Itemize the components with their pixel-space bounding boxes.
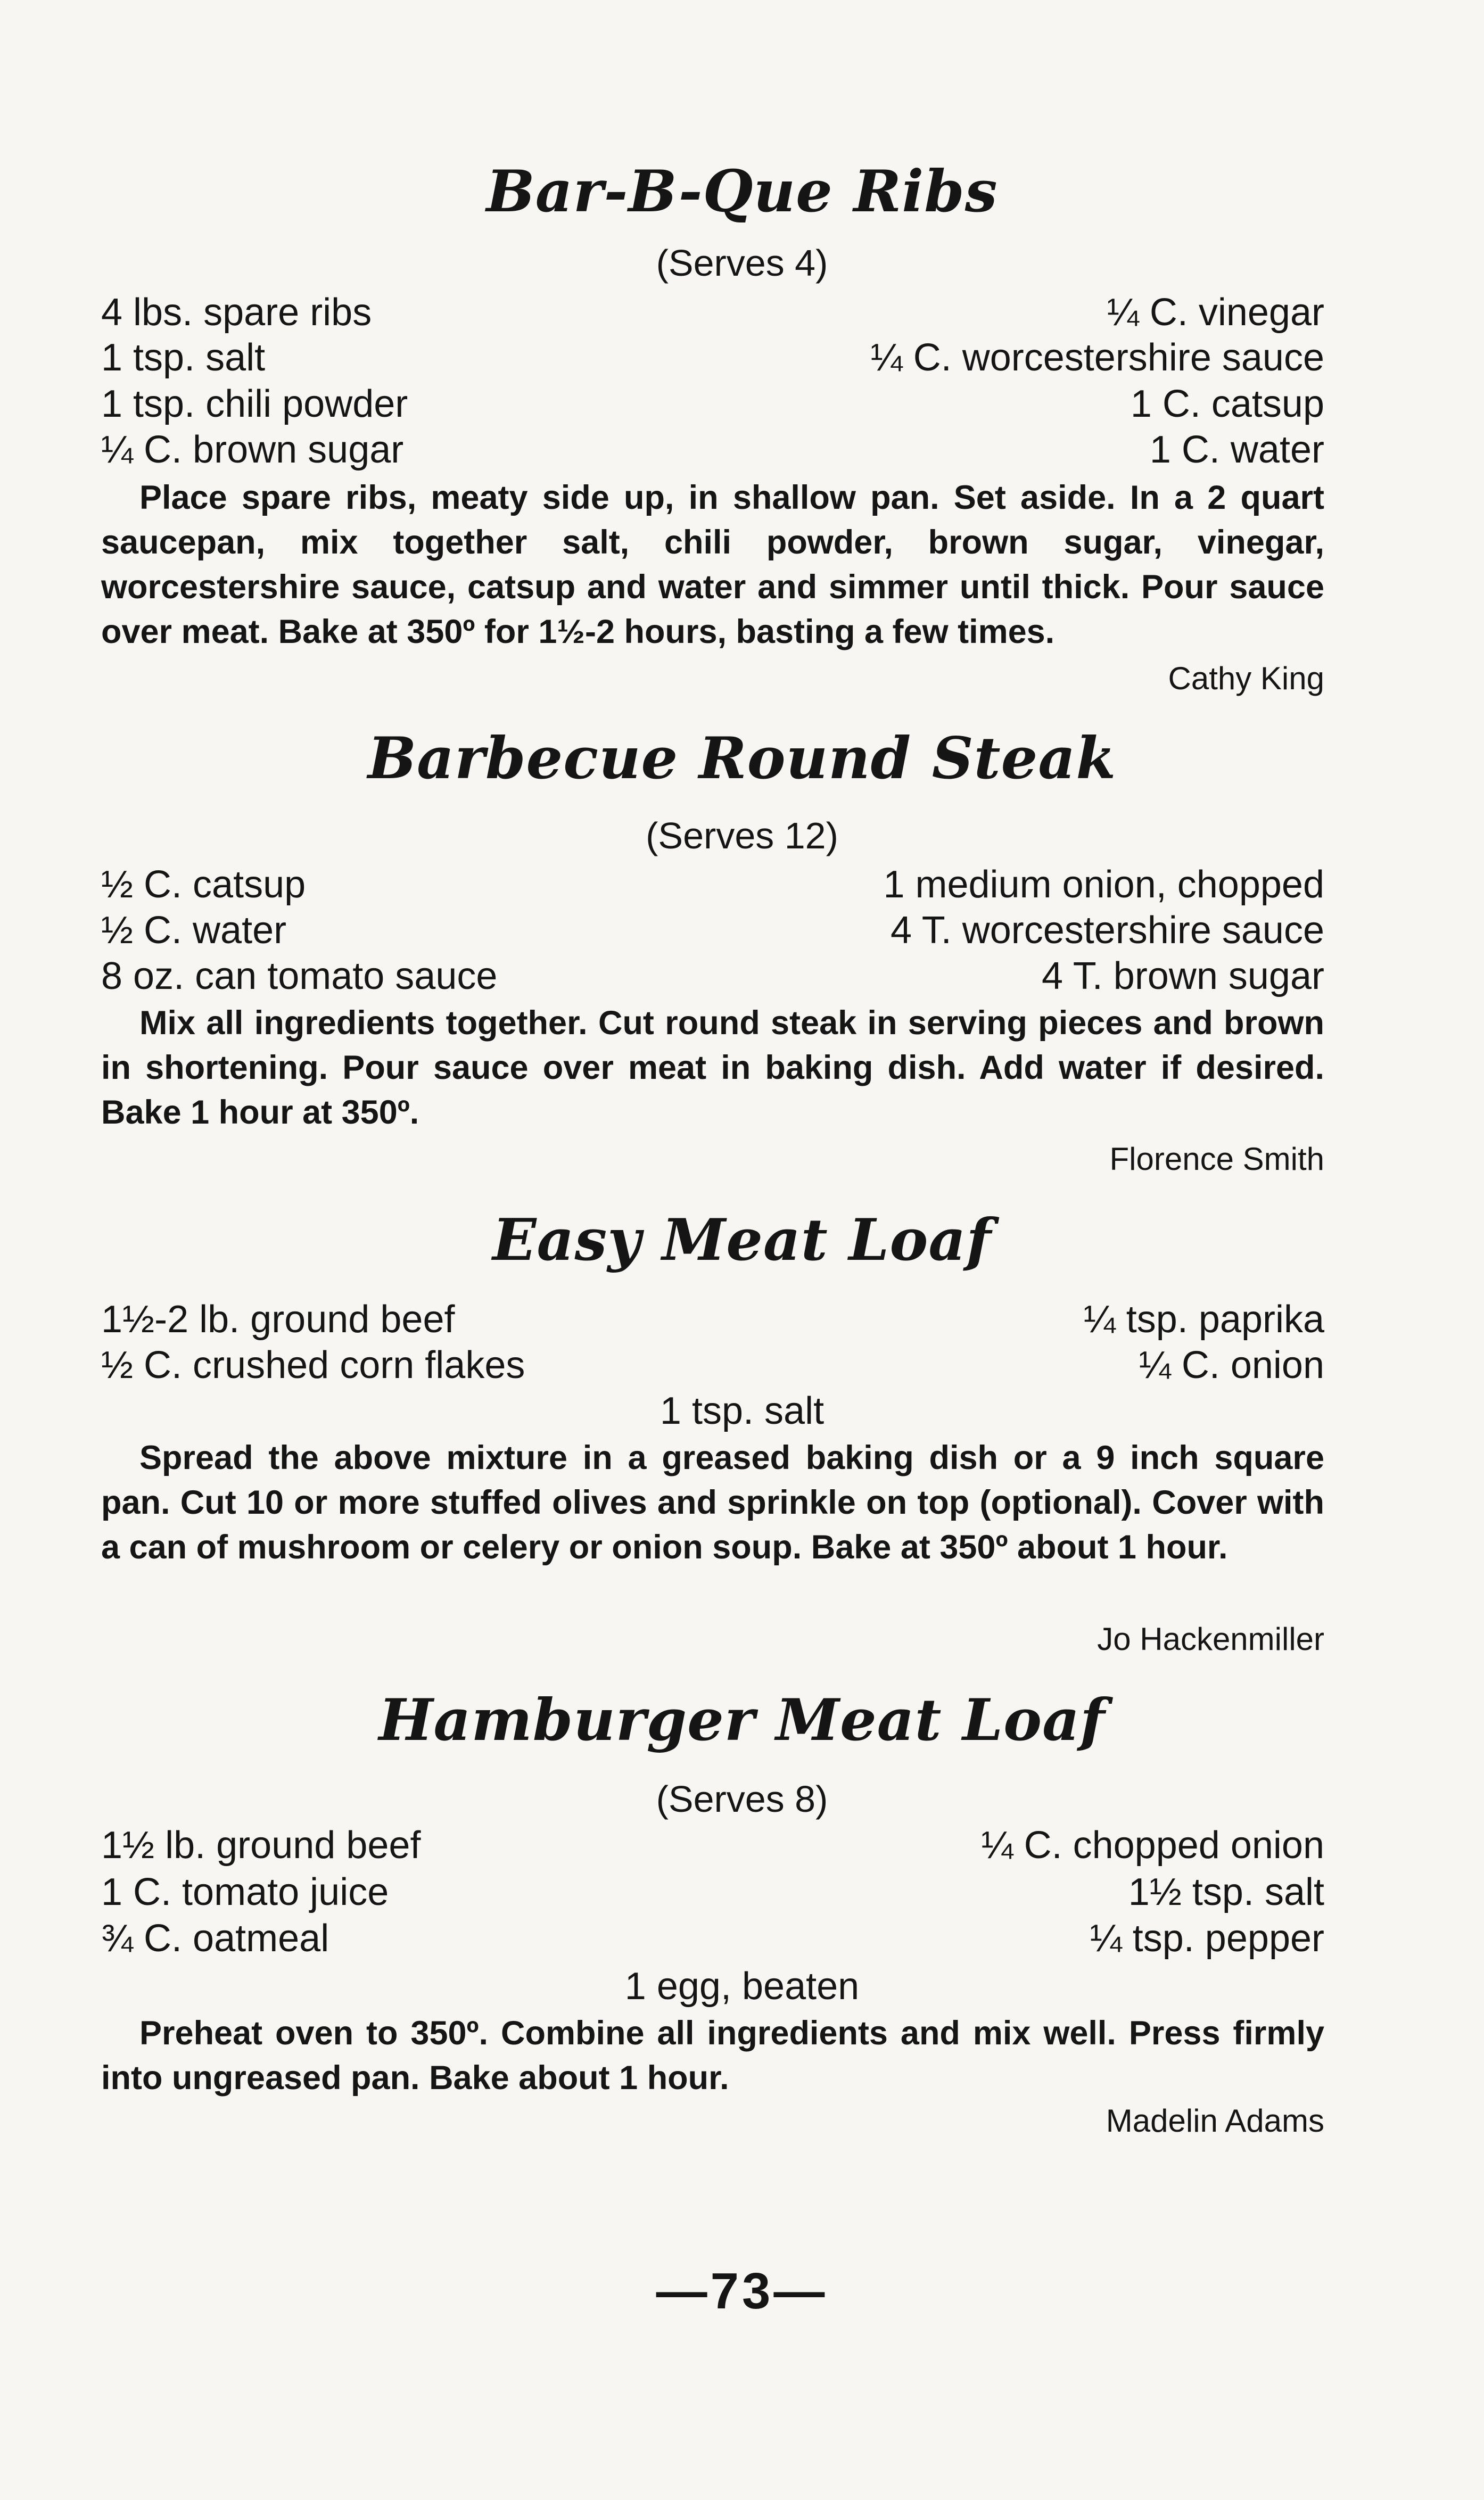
ingredient: 1 tsp. salt [101,336,266,379]
ingredient: 1 medium onion, chopped [883,863,1324,906]
recipe-directions: Mix all ingredients together. Cut round steak in serving pieces and brown in shortening. Pour sauce over meat in baking dish. Add water if desired. Bake 1 hour at 350º. [101,1004,1324,1131]
ingredient: 1 tsp. chili powder [101,383,408,425]
ingredient: 1 egg, beaten [624,1965,860,2008]
recipe-directions: Spread the above mixture in a greased baking dish or a 9 inch square pan. Cut 10 or more stuffed olives and sprinkle on top (optional). Cover with a can of mushroom or celery or onion soup. Bake at 350º about 1 hour. [101,1439,1324,1566]
ingredient: ¼ C. worcestershire sauce [870,336,1324,379]
recipe-author: Madelin Adams [1106,2103,1324,2139]
ingredient: 1 tsp. salt [659,1390,825,1432]
recipe-directions: Place spare ribs, meaty side up, in shallow pan. Set aside. In a 2 quart saucepan, mix together salt, chili powder, brown sugar, vinegar, worcestershire sauce, catsup and water and simmer until thick. Pour sauce over meat. Bake at 350º for 1½-2 hours, basting a few times. [101,479,1324,650]
recipe-author: Florence Smith [1109,1141,1324,1177]
ingredient: 1 C. water [1149,428,1324,471]
recipe-serves: (Serves 4) [656,242,828,284]
ingredient: 1 C. catsup [1130,383,1324,425]
ingredient: 4 lbs. spare ribs [101,291,372,334]
recipe-title: Bar-B-Que Ribs [486,158,998,225]
ingredient: 1½ tsp. salt [1128,1871,1324,1913]
ingredient: 4 T. brown sugar [1042,955,1324,997]
ingredient: ¼ C. vinegar [1107,291,1324,334]
ingredient: 8 oz. can tomato sauce [101,955,498,997]
recipe-title: Barbecue Round Steak [367,725,1117,792]
ingredient: ½ C. catsup [101,863,306,906]
ingredient: ¾ C. oatmeal [101,1917,329,1960]
recipe-title: Easy Meat Loaf [492,1207,992,1274]
recipe-serves: (Serves 12) [646,815,838,856]
recipe-title: Hamburger Meat Loaf [378,1687,1106,1754]
ingredient: 1½-2 lb. ground beef [101,1298,455,1341]
ingredient: ¼ tsp. pepper [1090,1917,1324,1960]
ingredient: ½ C. crushed corn flakes [101,1344,525,1387]
ingredient: ¼ tsp. paprika [1083,1298,1324,1341]
ingredient: 1 C. tomato juice [101,1871,389,1913]
recipe-serves: (Serves 8) [656,1778,828,1820]
ingredient: ½ C. water [101,909,287,952]
recipe-author: Jo Hackenmiller [1097,1621,1324,1657]
page-number: —73— [656,2263,828,2320]
recipe-author: Cathy King [1168,661,1324,696]
ingredient: ¼ C. onion [1139,1344,1324,1387]
ingredient: ¼ C. brown sugar [101,428,404,471]
ingredient: ¼ C. chopped onion [981,1824,1324,1867]
recipe-directions: Preheat oven to 350º. Combine all ingredients and mix well. Press firmly into ungreased pan. Bake about 1 hour. [101,2015,1324,2097]
ingredient: 1½ lb. ground beef [101,1824,421,1867]
ingredient: 4 T. worcestershire sauce [890,909,1324,952]
